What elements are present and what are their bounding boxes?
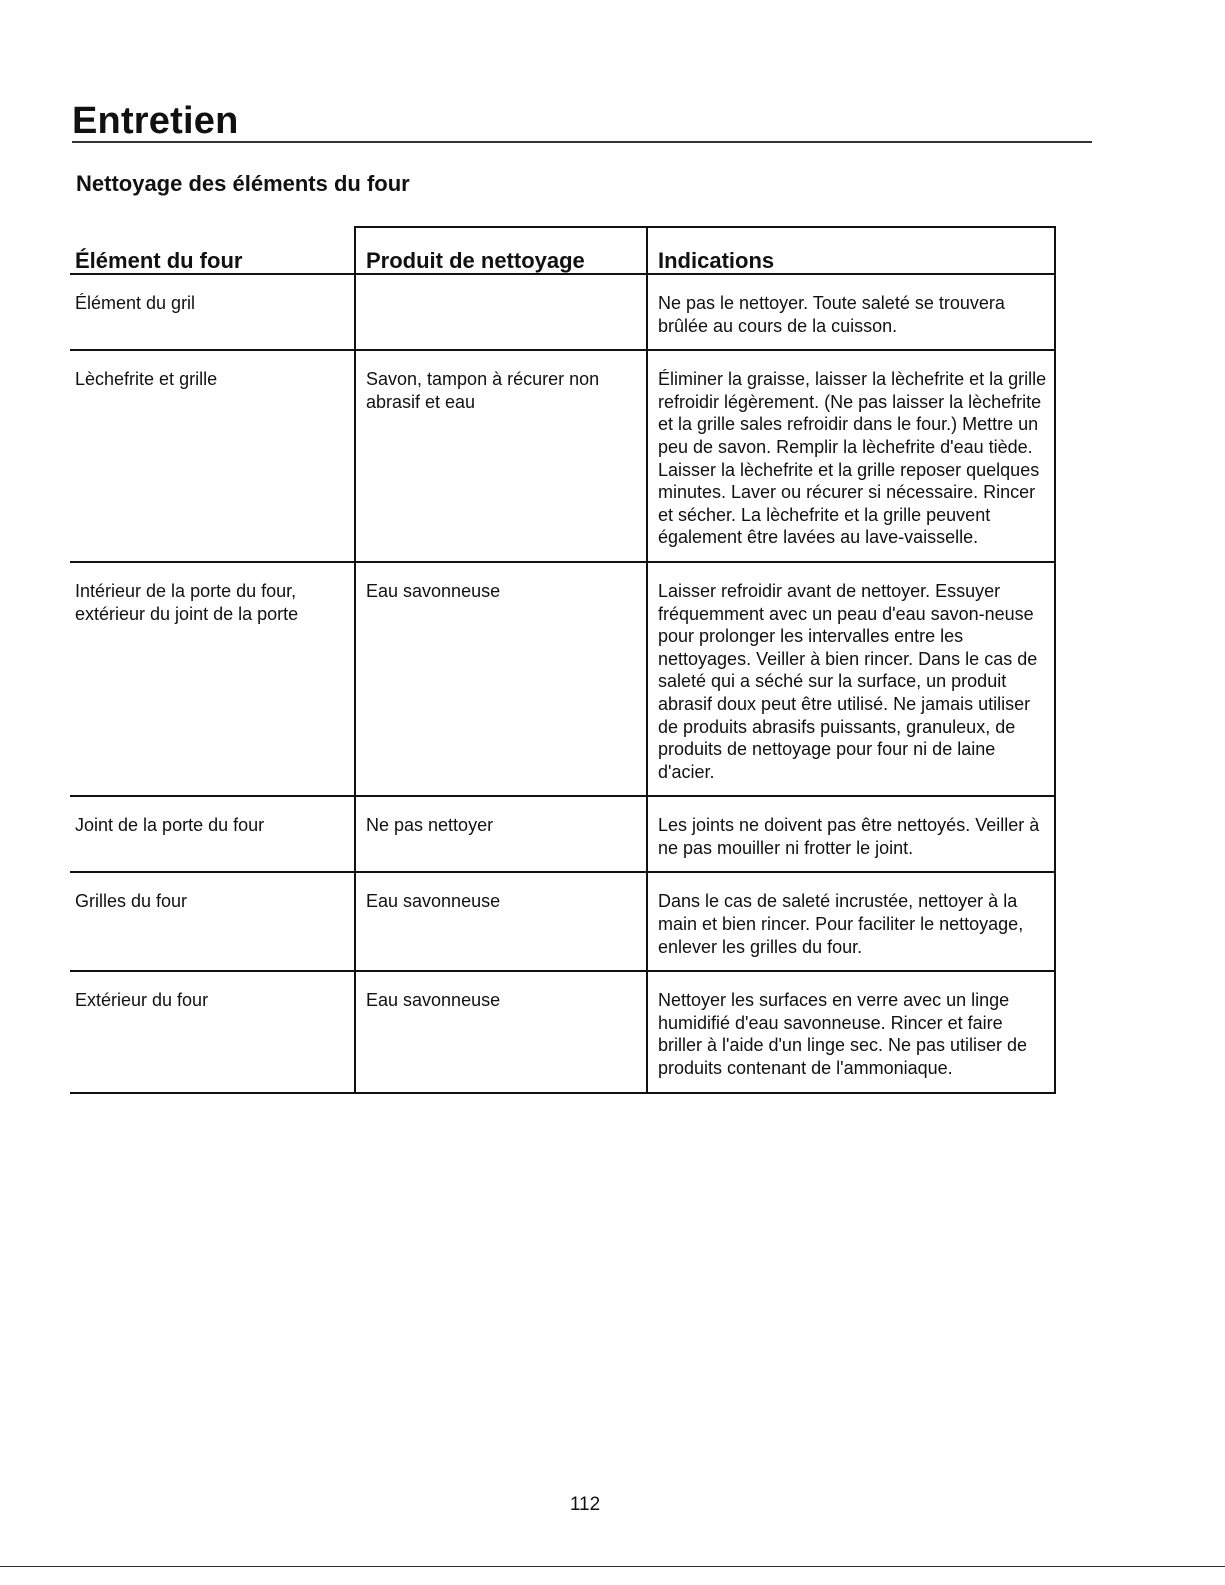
cell-element: Joint de la porte du four [70,796,355,872]
table-row [70,562,1055,796]
section-title: Nettoyage des éléments du four [76,171,410,196]
header-element: Élément du four [70,227,355,274]
cleaning-table [70,226,1056,1094]
cell-product: Eau savonneuse [355,562,647,796]
cell-instructions: Dans le cas de saleté incrustée, nettoyer à la main et bien rincer. Pour faciliter le nettoyage, enlever les grilles du four. [647,872,1055,971]
page-number: 112 [569,1494,601,1515]
header-product: Produit de nettoyage [355,227,647,274]
table-row [70,872,1055,971]
cell-product: Ne pas nettoyer [355,796,647,872]
cell-element: Intérieur de la porte du four, extérieur du joint de la porte [70,562,355,796]
cell-element: Élément du gril [70,274,355,350]
cell-instructions: Nettoyer les surfaces en verre avec un linge humidifié d'eau savonneuse. Rincer et faire briller à l'aide d'un linge sec. Ne pas utiliser de produits contenant de l'ammoniaque. [647,971,1055,1092]
header-instructions: Indications [647,227,1055,274]
cell-product: Eau savonneuse [355,872,647,971]
title-rule [72,141,1092,143]
table-row [70,796,1055,872]
cell-product [355,274,647,350]
cell-product: Savon, tampon à récurer non abrasif et eau [355,350,647,562]
cell-element: Lèchefrite et grille [70,350,355,562]
cell-instructions: Les joints ne doivent pas être nettoyés. Veiller à ne pas mouiller ni frotter le joint. [647,796,1055,872]
cell-instructions: Éliminer la graisse, laisser la lèchefrite et la grille refroidir légèrement. (Ne pas laisser la lèchefrite et la grille sales refroidir dans le four.) Mettre un peu de savon. Remplir la lèchefrite d'eau tiède. Laisser la lèchefrite et la grille reposer quelques minutes. Laver ou récurer si nécessaire. Rincer et sécher. La lèchefrite et la grille peuvent également être lavées au lave-vaisselle. [647,350,1055,562]
page-title: Entretien [72,100,239,142]
table-row [70,350,1055,562]
table-row [70,274,1055,350]
cell-element: Grilles du four [70,872,355,971]
cell-instructions: Laisser refroidir avant de nettoyer. Essuyer fréquemment avec un peau d'eau savon-neuse pour prolonger les intervalles entre les nettoyages. Veiller à bien rincer. Dans le cas de saleté qui a séché sur la surface, un produit abrasif doux peut être utilisé. Ne jamais utiliser de produits abrasifs puissants, granuleux, de produits de nettoyage pour four ni de laine d'acier. [647,562,1055,796]
table-header-row [70,227,1055,274]
cell-element: Extérieur du four [70,971,355,1092]
cell-product: Eau savonneuse [355,971,647,1092]
table-row [70,971,1055,1092]
bottom-rule [0,1566,1225,1567]
cell-instructions: Ne pas le nettoyer. Toute saleté se trouvera brûlée au cours de la cuisson. [647,274,1055,350]
